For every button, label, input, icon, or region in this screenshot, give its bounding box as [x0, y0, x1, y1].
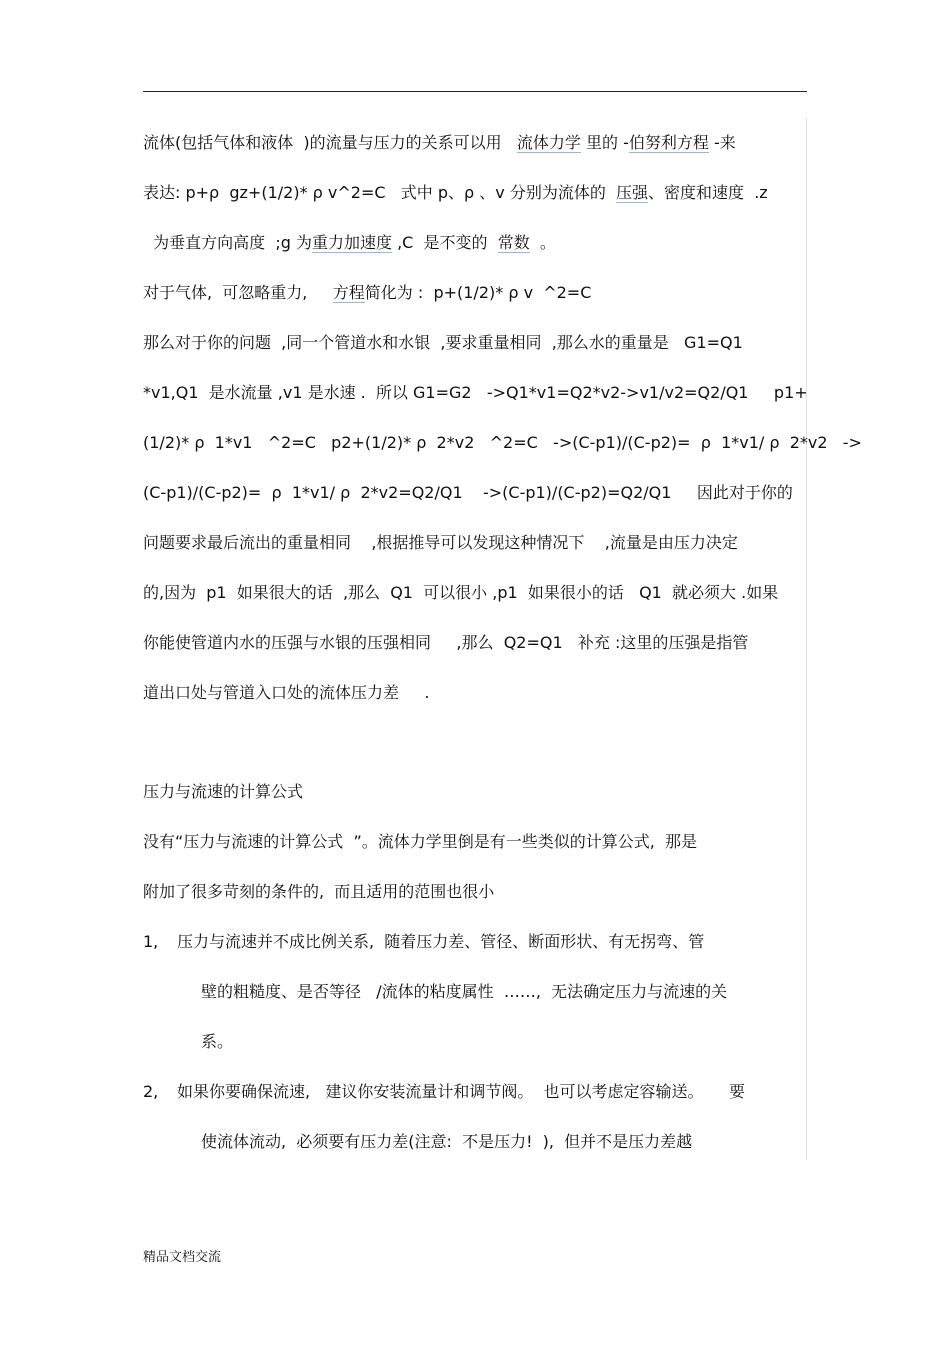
list-item-1-line-3: 系。: [201, 1032, 234, 1051]
paragraph-3-line-1: 那么对于你的问题 ,同一个管道水和水银 ,要求重量相同 ,那么水的重量是 G1=Q1: [143, 333, 743, 352]
paragraph-4-line-1: 没有“压力与流速的计算公式 ”。流体力学里倒是有一些类似的计算公式, 那是: [143, 832, 698, 851]
text: 表达: p+ρ gz+(1/2)* ρ v^2=C 式中 p、ρ 、v 分别为流体的: [143, 183, 616, 202]
text: 流体(包括气体和液体 )的流量与压力的关系可以用: [143, 133, 517, 152]
text: 简化为 : p+(1/2)* ρ v ^2=C: [364, 283, 592, 302]
text: -来: [708, 133, 736, 152]
text: ,C 是不变的: [392, 233, 498, 252]
paragraph-3-line-6: 的,因为 p1 如果很大的话 ,那么 Q1 可以很小 ,p1 如果很小的话 Q1 就必须大 .如果: [143, 583, 779, 602]
paragraph-3-line-5: 问题要求最后流出的重量相同 ,根据推导可以发现这种情况下 ,流量是由压力决定: [143, 533, 738, 552]
link-gravity-acceleration[interactable]: 重力加速度: [311, 233, 392, 252]
link-constant[interactable]: 常数: [497, 233, 530, 252]
top-rule: [143, 91, 807, 92]
link-pressure[interactable]: 压强: [616, 183, 649, 202]
right-margin-rule: [806, 118, 807, 1160]
text: 里的 -: [580, 133, 629, 152]
list-item-2-line-2: 使流体流动, 必须要有压力差(注意: 不是压力! ), 但并不是压力差越: [201, 1132, 693, 1151]
paragraph-1-line-1: [143, 132, 736, 154]
list-item-1-number: 1,: [143, 932, 159, 951]
paragraph-3-line-4: (C-p1)/(C-p2)= ρ 1*v1/ ρ 2*v2=Q2/Q1 ->(C-p1)/(C-p2)=Q2/Q1 因此对于你的: [143, 483, 793, 502]
paragraph-3-line-8: 道出口处与管道入口处的流体压力差 .: [143, 683, 430, 702]
text: 对于气体, 可忽略重力,: [143, 283, 333, 302]
list-item-2-number: 2,: [143, 1082, 159, 1101]
paragraph-1-line-3: [143, 232, 556, 254]
paragraph-3-line-7: 你能使管道内水的压强与水银的压强相同 ,那么 Q2=Q1 补充 :这里的压强是指管: [143, 633, 749, 652]
paragraph-4-line-2: 附加了很多苛刻的条件的, 而且适用的范围也很小: [143, 882, 495, 901]
footer-text: 精品文档交流: [143, 1250, 222, 1265]
link-equation[interactable]: 方程: [332, 283, 365, 302]
text: 、密度和速度 .z: [648, 183, 768, 202]
paragraph-3-line-3: (1/2)* ρ 1*v1 ^2=C p2+(1/2)* ρ 2*v2 ^2=C ->(C-p1)/(C-p2)= ρ 1*v1/ ρ 2*v2 ->: [143, 433, 862, 452]
list-item-1-line-2: 壁的粗糙度、是否等径 /流体的粘度属性 ……, 无法确定压力与流速的关: [201, 982, 728, 1001]
link-bernoulli-equation[interactable]: 伯努利方程: [628, 133, 709, 152]
text: 为垂直方向高度 ;g 为: [143, 233, 312, 252]
link-fluid-mechanics[interactable]: 流体力学: [516, 133, 581, 152]
section-title: 压力与流速的计算公式: [143, 782, 304, 801]
text: 。: [529, 233, 556, 252]
paragraph-3-line-2: *v1,Q1 是水流量 ,v1 是水速 . 所以 G1=G2 ->Q1*v1=Q2*v2->v1/v2=Q2/Q1 p1+: [143, 383, 808, 402]
paragraph-1-line-2: [143, 182, 768, 204]
list-item-2-line-1: 如果你要确保流速, 建议你安装流量计和调节阀。 也可以考虑定容输送。 要: [177, 1082, 745, 1101]
paragraph-2-line-1: [143, 282, 591, 304]
list-item-1-line-1: 压力与流速并不成比例关系, 随着压力差、管径、断面形状、有无拐弯、管: [177, 932, 705, 951]
